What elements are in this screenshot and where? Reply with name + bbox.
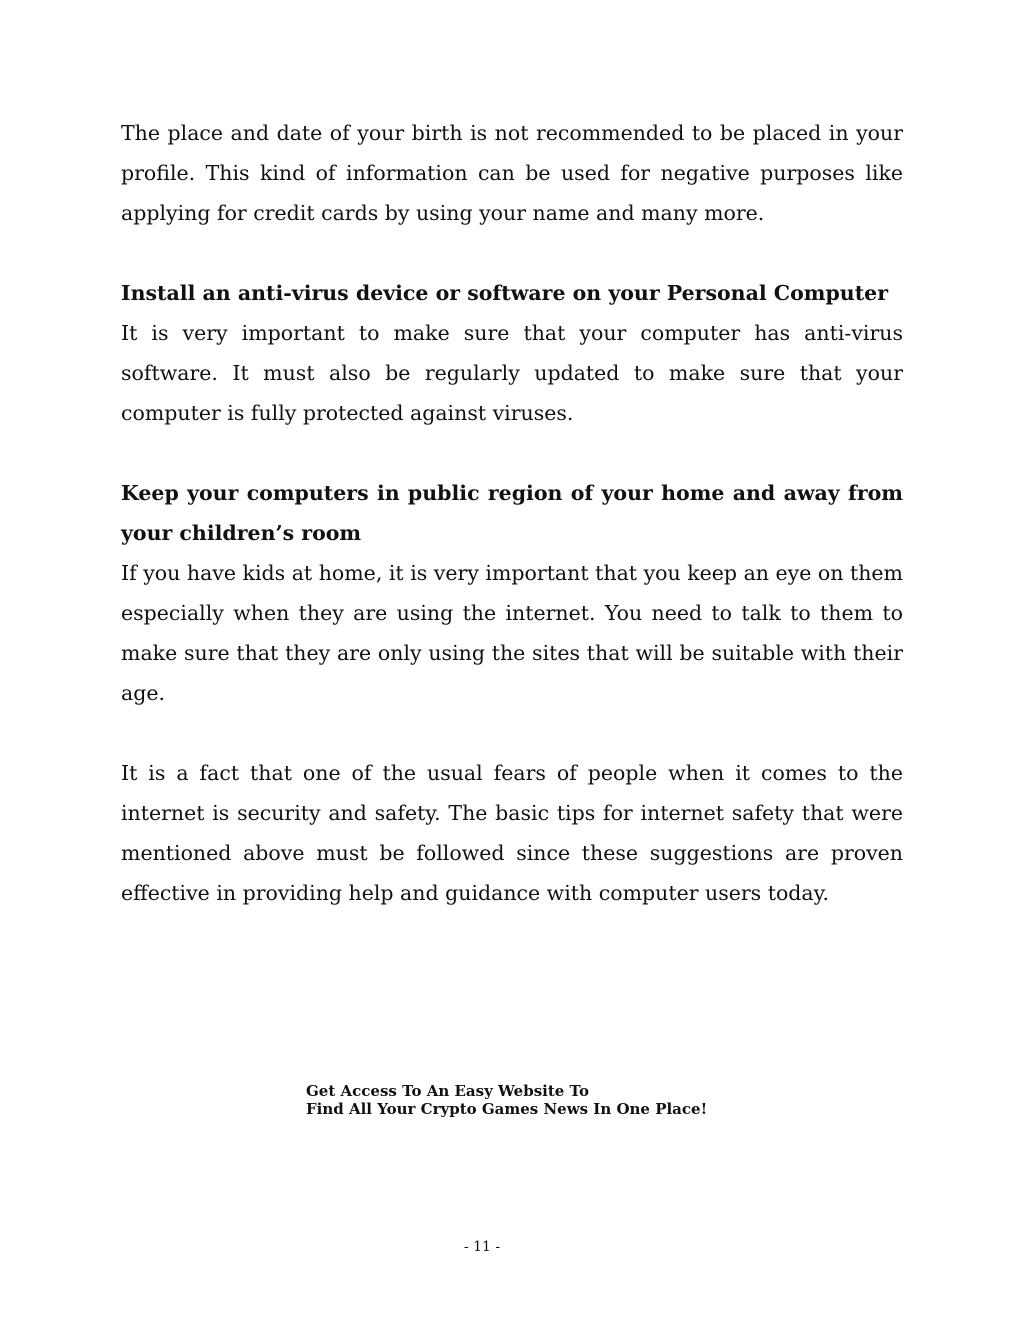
page-number: - 11 -: [463, 1239, 501, 1255]
paragraph-kids: If you have kids at home, it is very important that you keep an eye on them especially when they are using the internet. You need to talk to them to make sure that they are only using the sites that will be suitable with their age.: [121, 561, 903, 705]
paragraph-birth-info: The place and date of your birth is not recommended to be placed in your profile. This kind of information can be used for negative purposes like applying for credit cards by using your name and many more.: [121, 121, 903, 225]
page-body: [121, 113, 903, 913]
paragraph-conclusion: It is a fact that one of the usual fears of people when it comes to the internet is security and safety. The basic tips for internet safety that were mentioned above must be followed since these suggestions are proven effective in providing help and guidance with computer users today.: [121, 761, 903, 905]
paragraph-antivirus: It is very important to make sure that your computer has anti-virus software. It must also be regularly updated to make sure that your computer is fully protected against viruses.: [121, 321, 903, 425]
spacer: [121, 713, 903, 753]
spacer: [121, 233, 903, 273]
promo-line-2: Find All Your Crypto Games News In One Place!: [306, 1100, 708, 1118]
promo-line-1: Get Access To An Easy Website To: [306, 1082, 589, 1100]
heading-antivirus: Install an anti-virus device or software on your Personal Computer: [121, 281, 889, 305]
promo-block: [306, 1082, 806, 1118]
heading-public-computer: Keep your computers in public region of your home and away from your children’s room: [121, 481, 903, 545]
promo-link[interactable]: [306, 1082, 806, 1118]
spacer: [121, 433, 903, 473]
